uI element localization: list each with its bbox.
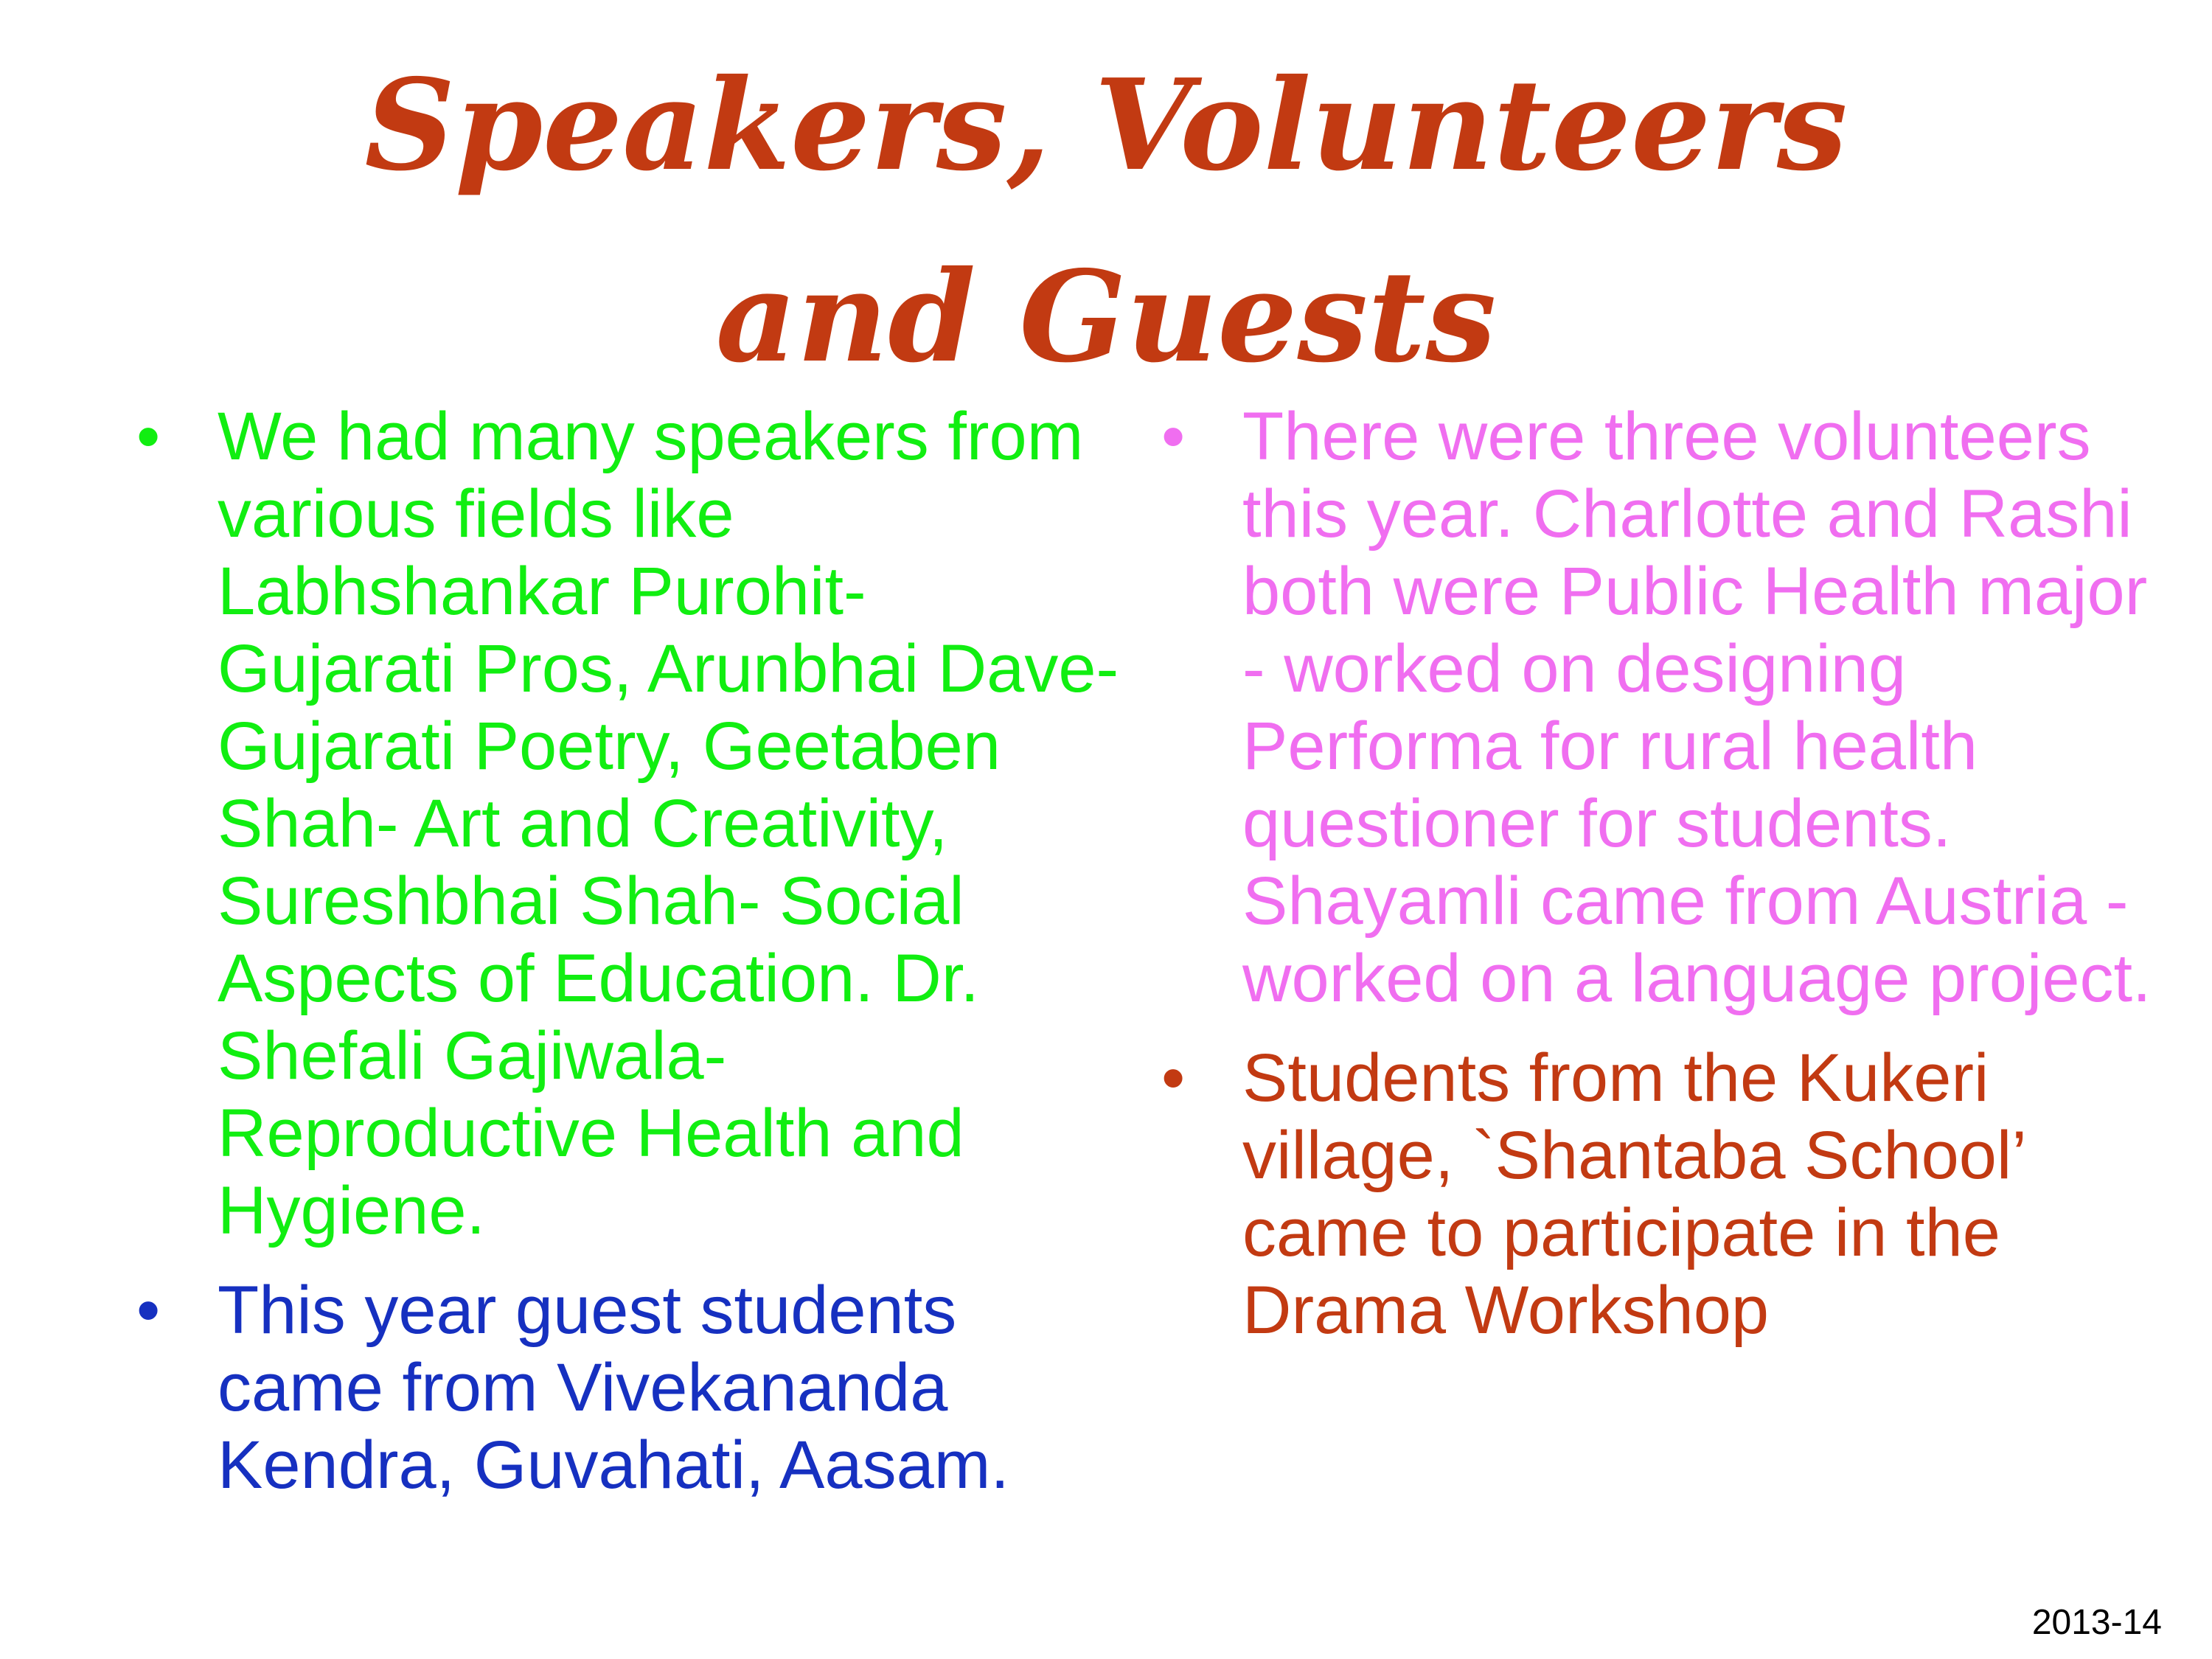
bullet-text-kukeri-students: Students from the Kukeri village, `Shantaba School’ came to participate in the Drama Workshop — [1242, 1040, 2025, 1348]
bullet-text-volunteers: There were three volunteers this year. Charlotte and Rashi both were Public Health major - worked on designing Performa for rural health questioner for students. Shayamli came from Austria - worked on a language project. — [1242, 399, 2152, 1016]
slide-footer-year: 2013-14 — [2031, 1603, 2162, 1642]
bullet-speakers — [125, 398, 1121, 1250]
bullet-kukeri-students — [1150, 1040, 2153, 1349]
bullet-text-speakers: We had many speakers from various fields like Labhshankar Purohit- Gujarati Pros, Arunbhai Dave- Gujarati Poetry, Geetaben Shah- Art and Creativity, Sureshbhai Shah- Social Aspects of Education. Dr. Shefali Gajiwala- Reproductive Health and Hygiene. — [218, 399, 1119, 1248]
slide-title: Speakers, Volunteers and Guests — [364, 52, 1848, 391]
left-column — [125, 398, 1121, 1526]
bullet-icon: • — [136, 399, 161, 474]
bullet-icon: • — [1161, 1040, 1186, 1116]
right-column — [1150, 398, 2153, 1371]
bullet-icon: • — [136, 1273, 161, 1348]
bullet-text-guest-students: This year guest students came from Vivekananda Kendra, Guvahati, Aasam. — [218, 1273, 1009, 1503]
bullet-icon: • — [1161, 399, 1186, 474]
bullet-volunteers — [1150, 398, 2153, 1018]
bullet-guest-students — [125, 1272, 1121, 1504]
